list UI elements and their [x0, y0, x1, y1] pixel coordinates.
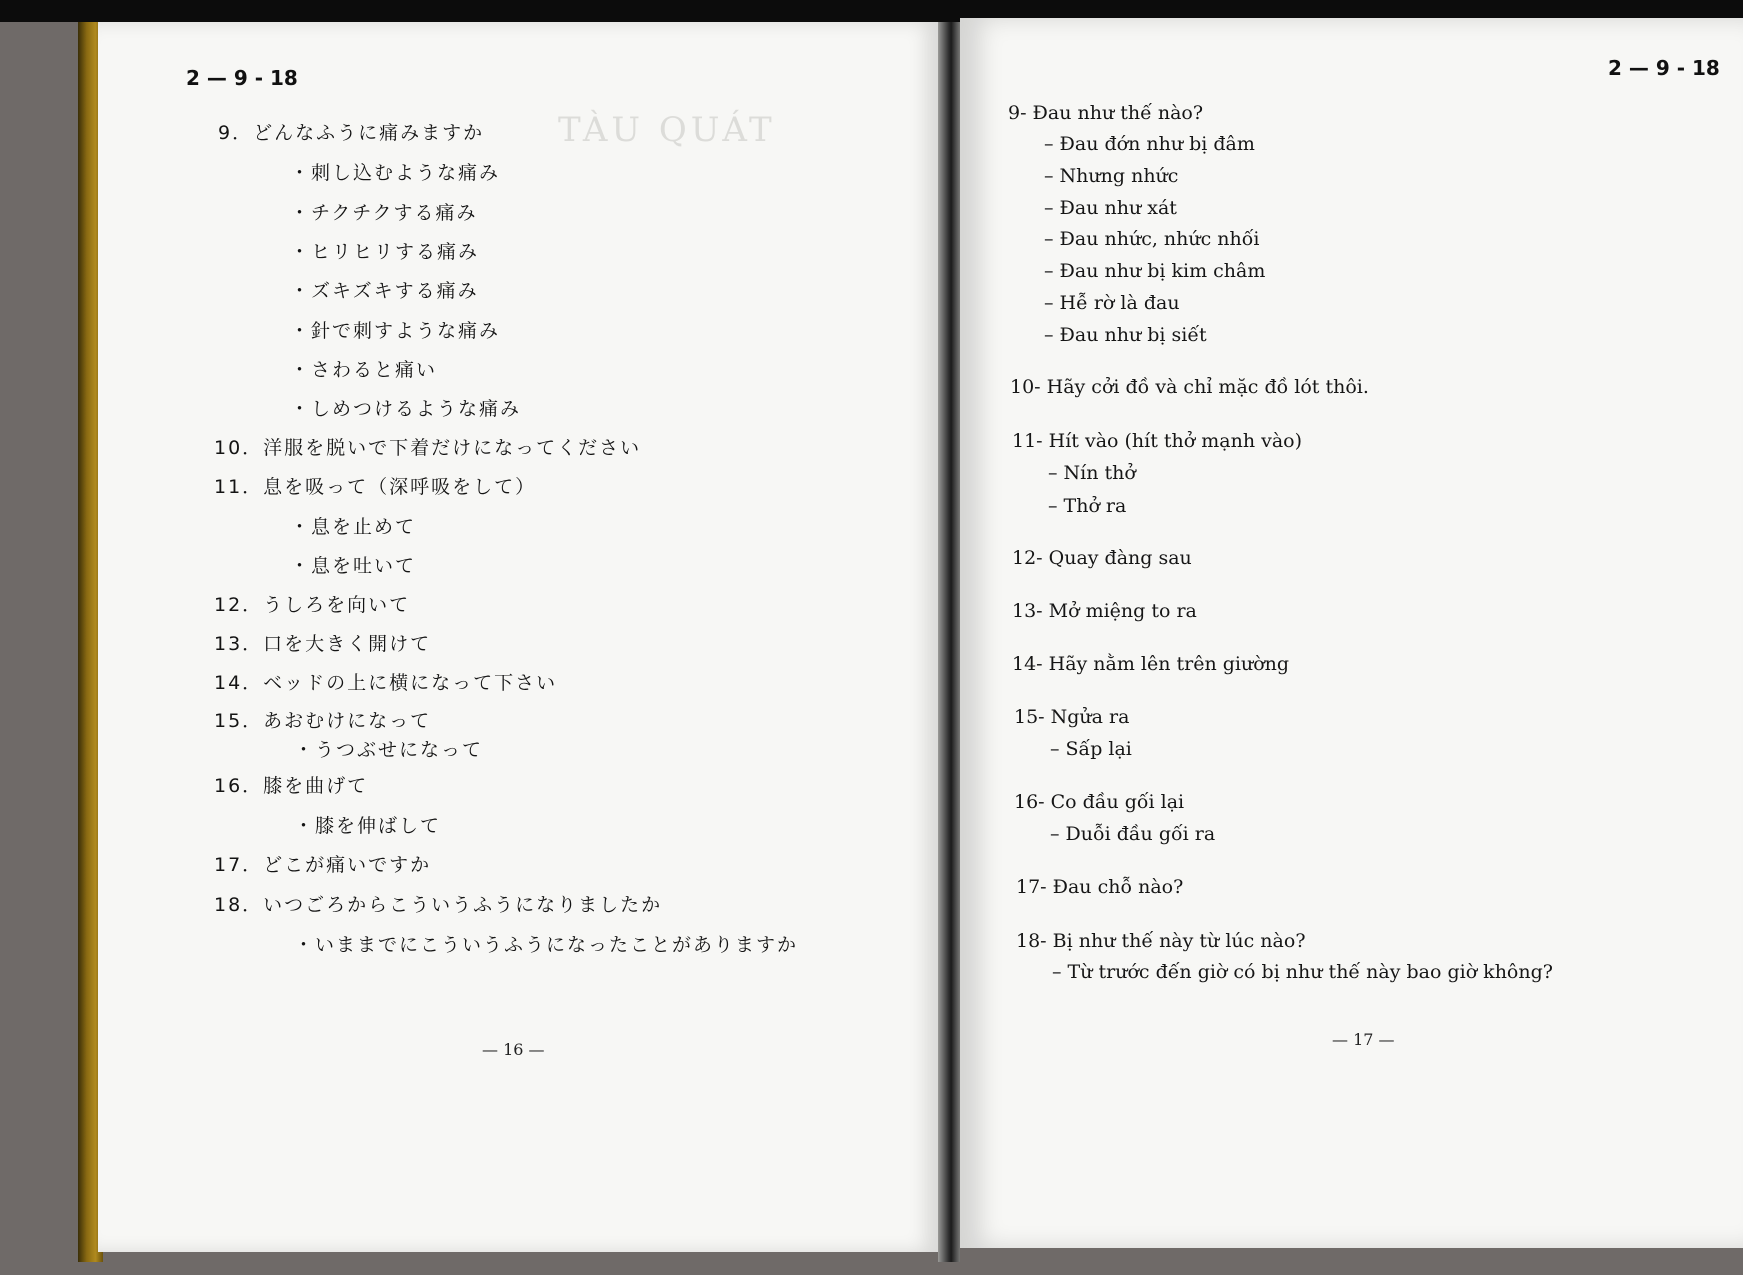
vi-line-9g: – Đau như bị siết: [1044, 324, 1207, 346]
right-page-number: — 17 —: [1332, 1030, 1395, 1049]
jp-line-11b: ・息を吐いて: [290, 555, 417, 577]
vi-line-9c: – Đau như xát: [1044, 197, 1177, 219]
jp-line-9g: ・しめつけるような痛み: [290, 398, 522, 420]
jp-line-9: 9．どんなふうに痛みますか: [218, 122, 485, 144]
vi-line-18: 18- Bị như thế này từ lúc nào?: [1016, 930, 1306, 952]
jp-line-14: 14．ベッドの上に横になって下さい: [214, 672, 558, 694]
left-page-code: 2 — 9 - 18: [186, 66, 298, 90]
jp-line-9f: ・さわると痛い: [290, 359, 438, 381]
jp-line-15: 15．あおむけになって: [214, 710, 432, 732]
vi-line-16: 16- Co đầu gối lại: [1014, 791, 1185, 813]
vi-line-16a: – Duỗi đầu gối ra: [1050, 823, 1216, 845]
jp-line-9b: ・チクチクする痛み: [290, 202, 478, 224]
jp-line-9e: ・針で刺すような痛み: [290, 320, 501, 342]
vi-line-17: 17- Đau chỗ nào?: [1016, 876, 1184, 898]
vi-line-15: 15- Ngửa ra: [1014, 706, 1130, 728]
vi-line-10: 10- Hãy cởi đồ và chỉ mặc đồ lót thôi.: [1010, 376, 1369, 398]
jp-line-15a: ・うつぶせになって: [294, 739, 484, 761]
vi-line-11a: – Nín thở: [1048, 462, 1136, 484]
vi-line-9e: – Đau như bị kim châm: [1044, 260, 1266, 282]
bleed-through-heading: TÀU QUÁT: [558, 110, 776, 150]
vi-line-9a: – Đau đớn như bị đâm: [1044, 133, 1255, 155]
jp-line-16a: ・膝を伸ばして: [294, 815, 442, 837]
jp-line-16: 16．膝を曲げて: [214, 775, 369, 797]
jp-line-9c: ・ヒリヒリする痛み: [290, 241, 480, 263]
vi-line-9d: – Đau nhức, nhức nhối: [1044, 228, 1260, 250]
book-gutter: [938, 22, 962, 1262]
jp-line-11a: ・息を止めて: [290, 516, 417, 538]
vi-line-14: 14- Hãy nằm lên trên giường: [1012, 653, 1290, 675]
right-page-code: 2 — 9 - 18: [1608, 56, 1720, 80]
jp-line-9a: ・刺し込むような痛み: [290, 162, 501, 184]
right-page: [960, 18, 1743, 1248]
vi-line-15a: – Sấp lại: [1050, 738, 1132, 760]
vi-line-9: 9- Đau như thế nào?: [1008, 102, 1204, 124]
jp-line-18a: ・いままでにこういうふうになったことがありますか: [294, 934, 799, 956]
vi-line-11: 11- Hít vào (hít thở mạnh vào): [1012, 430, 1303, 452]
jp-line-18: 18．いつごろからこういうふうになりましたか: [214, 894, 663, 916]
jp-line-11: 11．息を吸って（深呼吸をして）: [214, 476, 537, 498]
jp-line-17: 17．どこが痛いですか: [214, 854, 432, 876]
vi-line-13: 13- Mở miệng to ra: [1012, 600, 1197, 622]
jp-line-9d: ・ズキズキする痛み: [290, 280, 479, 302]
left-page-number: — 16 —: [482, 1040, 545, 1059]
jp-line-10: 10．洋服を脱いで下着だけになってください: [214, 437, 642, 459]
jp-line-13: 13．口を大きく開けて: [214, 633, 432, 655]
vi-line-9f: – Hễ rờ là đau: [1044, 292, 1180, 314]
left-page: [98, 22, 940, 1252]
jp-line-12: 12．うしろを向いて: [214, 594, 411, 616]
vi-line-18a: – Từ trước đến giờ có bị như thế này bao giờ không?: [1052, 961, 1553, 983]
scan-bottom-border: [960, 1248, 1743, 1275]
vi-line-11b: – Thở ra: [1048, 495, 1127, 517]
vi-line-9b: – Nhưng nhức: [1044, 165, 1179, 187]
vi-line-12: 12- Quay đàng sau: [1012, 547, 1192, 569]
